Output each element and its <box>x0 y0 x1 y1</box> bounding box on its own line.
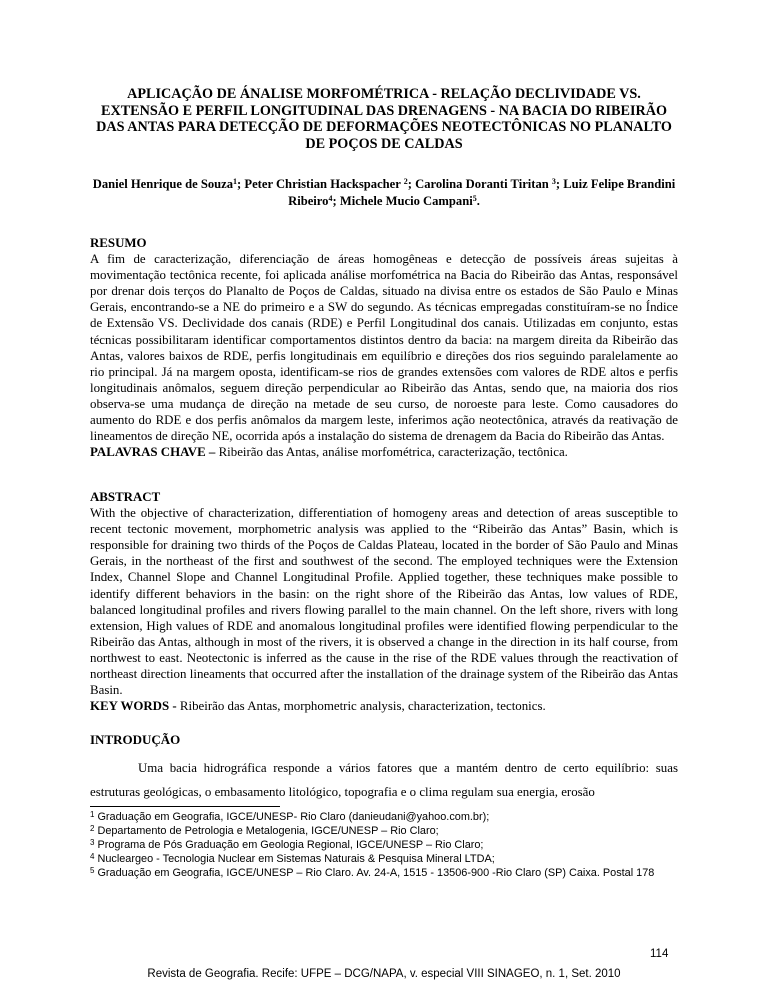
palavras-chave-label: PALAVRAS CHAVE – <box>90 445 216 460</box>
resumo-heading: RESUMO <box>90 236 147 250</box>
resumo-text: A fim de caracterização, diferenciação de áreas homogêneas e detecção de possíveis áreas sujeitas à movimentação tectônica recente, foi aplicada análise morfométrica na Bacia do Ribeirão das Antas, responsável por drenar dois terços do Planalto de Poços de Caldas, situado na divisa entre os estados de São Paulo e Minas Gerais, encontrando-se a NE do primeiro e a SW do segundo. As técnicas empregadas constituíram-se no Índice de Extensão VS. Declividade dos canais (RDE) e Perfil Longitudinal dos canais. Utilizadas em conjunto, estas técnicas possibilitaram identificar comportamentos distintos dentro da bacia: na margem direita da Ribeirão das Antas, valores baixos de RDE, perfis longitudinais em equilíbrio e direções dos rios seguindo paralelamente ao rio principal. Já na margem oposta, identificam-se rios de grandes extensões com valores de RDE altos e perfis longitudinais anômalos, seguem direção perpendicular ao Ribeirão das Antas, sendo que, na maioria dos rios observa-se uma mudança de direção na metade de seu curso, de noroeste para leste. Como causadores do aumento do RDE e dos perfis anômalos da margem leste, inferimos ação neotectônica, através da reativação de lineamentos de direção NE, ocorrida após a instalação do sistema de drenagem da Bacia do Ribeirão das Antas. <box>90 252 678 444</box>
footnotes <box>90 810 678 880</box>
footnote-divider <box>90 806 280 807</box>
footnote: $^5$ Graduação em Geografia, IGCE/UNESP – Rio Claro. Av. 24-A, 1515 - 13506-900 -Rio Claro (SP) Caixa. Postal 178 <box>90 866 655 879</box>
intro-heading: INTRODUÇÃO <box>90 732 181 747</box>
palavras-chave-text: Ribeirão das Antas, análise morfométrica, caracterização, tectônica. <box>215 445 568 460</box>
author: Daniel Henrique de Souza$^1$; <box>92 177 245 191</box>
keywords-text: Ribeirão das Antas, morphometric analysis, characterization, tectonics. <box>176 699 546 714</box>
intro-text: Uma bacia hidrográfica responde a vários fatores que a mantém dentro de certo equilíbrio: suas estruturas geológicas, o embasamento litológico, topografia e o clima regulam sua energia, erosão <box>90 761 678 799</box>
author: Carolina Doranti Tiritan $^3$; <box>415 177 564 191</box>
paper-title: APLICAÇÃO DE ÁNALISE MORFOMÉTRICA - RELAÇÃO DECLIVIDADE VS. EXTENSÃO E PERFIL LONGITUDINAL DAS DRENAGENS - NA BACIA DO RIBEIRÃO DAS ANTAS PARA DETECÇÃO DE DEFORMAÇÕES NEOTECTÔNICAS NO PLANALTO DE POÇOS DE CALDAS <box>96 86 672 152</box>
footnote: $^3$ Programa de Pós Graduação em Geologia Regional, IGCE/UNESP – Rio Claro; <box>90 838 484 851</box>
page-number: 114 <box>650 948 669 960</box>
author: Peter Christian Hackspacher $^2$; <box>244 177 416 191</box>
author: Luiz Felipe Brandini Ribeiro$^4$; <box>288 177 676 208</box>
author-list <box>90 176 678 209</box>
journal-footer: Revista de Geografia. Recife: UFPE – DCG/NAPA, v. especial VIII SINAGEO, n. 1, Set. 2010 <box>147 968 621 980</box>
footnote: $^4$ Nucleargeo - Tecnologia Nuclear em Sistemas Naturais & Pesquisa Mineral LTDA; <box>90 852 495 865</box>
abstract-section <box>90 489 678 714</box>
resumo-section <box>90 235 678 460</box>
abstract-heading: ABSTRACT <box>90 490 161 504</box>
footnote: $^1$ Graduação em Geografia, IGCE/UNESP- Rio Claro (danieudani@yahoo.com.br); <box>90 810 490 823</box>
author: Michele Mucio Campani$^5$. <box>339 193 480 208</box>
footnote: $^2$ Departamento de Petrologia e Metalogenia, IGCE/UNESP – Rio Claro; <box>90 824 439 837</box>
keywords-label: KEY WORDS - <box>90 699 177 714</box>
abstract-text: With the objective of characterization, differentiation of homogeny areas and detection of areas susceptible to recent tectonic movement, morphometric analysis was applied to the “Ribeirão das Antas” Basin, which is responsible for draining two thirds of the Poços de Caldas Plateau, located in the border of São Paulo and Minas Gerais, in the northeast of the first and southwest of the second. The employed techniques were the Extension Index, Channel Slope and Channel Longitudinal Profile. Applied together, these techniques make possible to identify different behaviors in the basin: on the right shore of the Ribeirão das Antas, low values of RDE, balanced longitudinal profiles and rivers flowing parallel to the main channel. On the left shore, rivers with long extension, High values of RDE and anomalous longitudinal profiles were identified flowing perpendicular to the Ribeirão das Antas, although in most of the rivers, it is observed a change in the direction in its half course, from northwest to east. Neotectonic is inferred as the cause in the rise of the RDE values through the reactivation of northeast direction lineaments that occurred after the installation of the drainage system of the Ribeirão das Antas Basin. <box>90 506 678 698</box>
